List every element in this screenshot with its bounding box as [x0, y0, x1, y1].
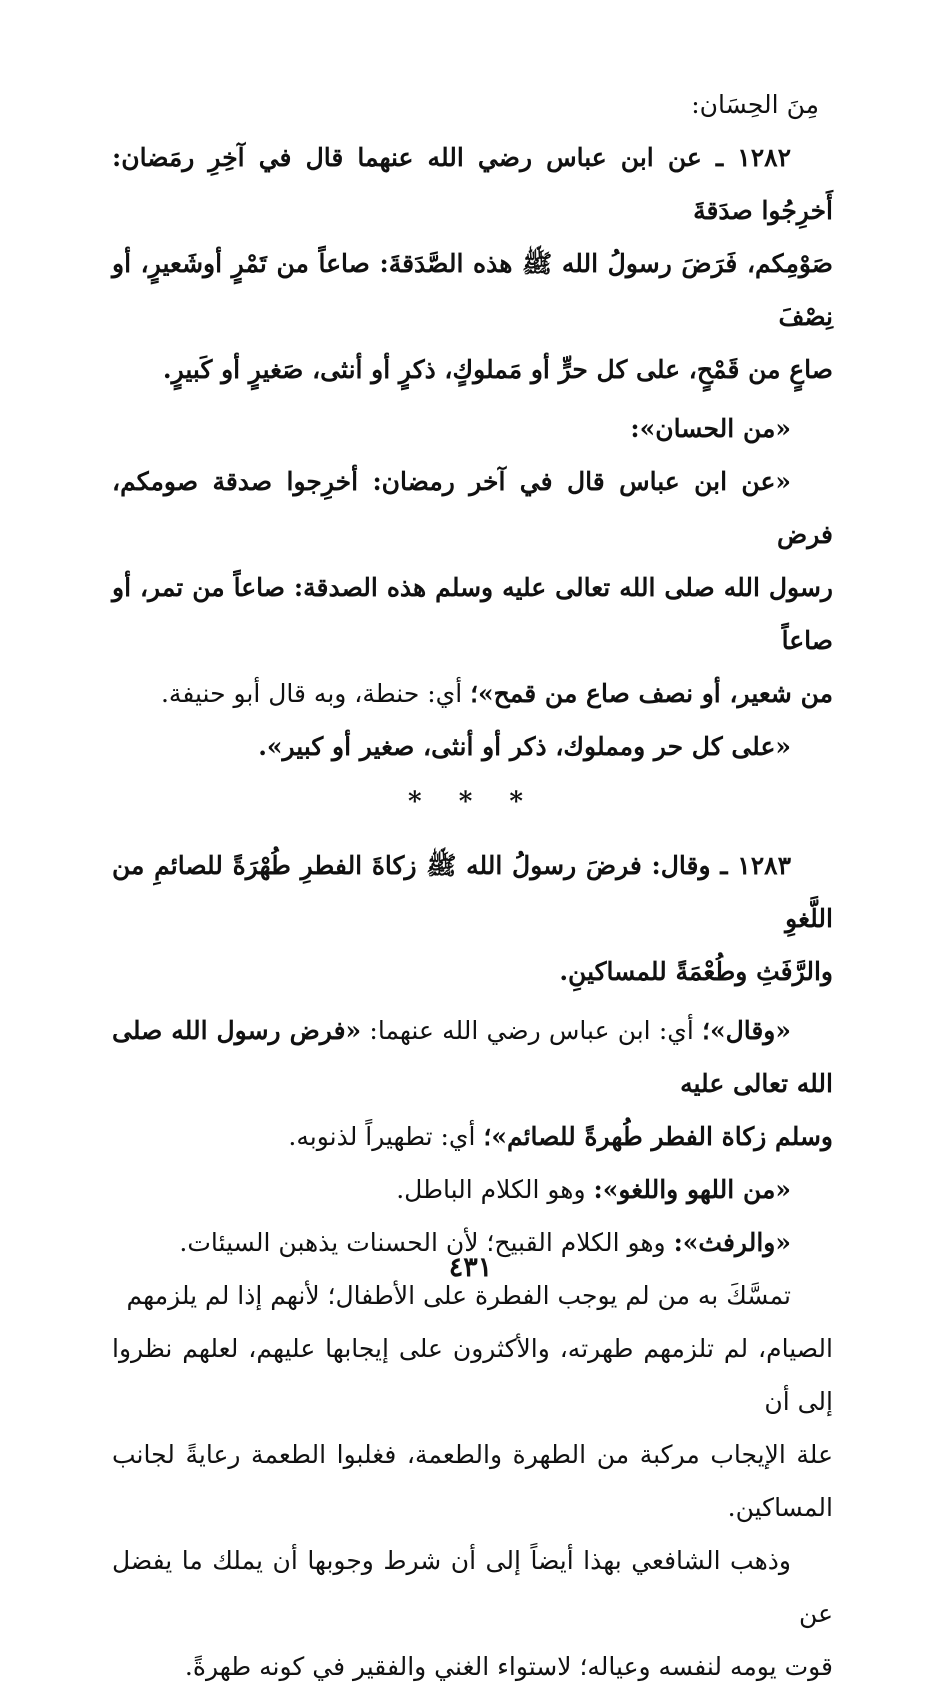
discussion-line-4: وذهب الشافعي بهذا أيضاً إلى أن شرط وجوبها أن يملك ما يفضل عن [112, 1546, 833, 1628]
discussion-paragraph-1 [112, 1269, 833, 1534]
explanation-text: أي: حنطة، وبه قال أبو حنيفة. [160, 679, 471, 708]
discussion-line-1: تمسَّكَ به من لم يوجب الفطرة على الأطفال؛ لأنهم إذا لم يلزمهم [126, 1281, 791, 1310]
quoted-text: من شعير، أو نصف صاع من قمح»؛ [470, 679, 833, 708]
discussion-line-2: الصيام، لم تلزمهم طهرته، والأكثرون على إيجابها عليهم، لعلهم نظروا إلى أن [112, 1334, 833, 1416]
hadith-1283 [112, 839, 833, 998]
commentary-1283 [112, 1004, 833, 1269]
section-heading-hisan: مِنَ الحِسَان: [691, 90, 819, 119]
commentary-line-2: رسول الله صلى الله تعالى عليه وسلم هذه الصدقة: صاعاً من تمر، أو صاعاً [112, 573, 833, 655]
section-divider-stars: * * * [408, 787, 537, 817]
quoted-text: «والرفث»: [673, 1228, 791, 1257]
commentary-1283-line-1 [112, 1004, 833, 1110]
hadith-1282-line-2: صَوْمِكم، فَرَضَ رسولُ الله ﷺ هذه الصَّدَقةَ: صاعاً من تَمْرٍ أوشَعيرٍ، أو نِصْفَ [112, 249, 833, 331]
discussion-line-3: علة الإيجاب مركبة من الطهرة والطعمة، فغلبوا الطعمة رعايةً لجانب المساكين. [112, 1440, 833, 1522]
commentary-1283-line-3 [112, 1163, 833, 1216]
quoted-text: «فرض رسول الله صلى الله تعالى عليه [112, 1016, 833, 1098]
quoted-text: وسلم زكاة الفطر طُهرةً للصائم»؛ [483, 1122, 833, 1151]
quoted-text: «من اللهو واللغو»: [593, 1175, 791, 1204]
commentary-line-1: «عن ابن عباس قال في آخر رمضان: أخرِجوا صدقة صومكم، فرض [112, 467, 833, 549]
hadith-1282 [112, 131, 833, 396]
quoted-text: «وقال»؛ [702, 1016, 792, 1045]
page-number: ٤٣١ [448, 1252, 493, 1283]
commentary-line-3 [112, 667, 833, 720]
hadith-1282-line-3: صاعٍ من قَمْحٍ، على كل حرٍّ أو مَملوكٍ، ذكرٍ أو أنثى، صَغيرٍ أو كَبيرٍ. [162, 355, 833, 384]
explanation-text: وهو الكلام الباطل. [396, 1175, 594, 1204]
commentary-heading: «من الحسان»: [630, 414, 791, 443]
hadith-1283-line-1: ١٢٨٣ ـ وقال: فرضَ رسولُ الله ﷺ زكاةَ الفطرِ طُهْرَةً للصائمِ من اللَّغوِ [112, 851, 833, 933]
hadith-1282-line-1: ١٢٨٢ ـ عن ابن عباس رضي الله عنهما قال في آخِرِ رمَضان: أَخرِجُوا صدَقةَ [112, 143, 833, 225]
commentary-1283-line-2 [112, 1110, 833, 1163]
explanation-text: أي: ابن عباس رضي الله عنهما: [361, 1016, 702, 1045]
hadith-1283-line-2: والرَّفَثِ وطُعْمَةً للمساكينِ. [559, 957, 833, 986]
explanation-text: أي: تطهيراً لذنوبه. [288, 1122, 484, 1151]
discussion-line-5: قوت يومه لنفسه وعياله؛ لاستواء الغني والفقير في كونه طهرةً. [184, 1652, 833, 1681]
explanation-text: وهو الكلام القبيح؛ لأن الحسنات يذهبن السيئات. [179, 1228, 674, 1257]
commentary-line-4: «على كل حر ومملوك، ذكر أو أنثى، صغير أو كبير». [258, 732, 791, 761]
commentary-1282 [112, 402, 833, 773]
discussion-paragraph-2 [112, 1534, 833, 1693]
